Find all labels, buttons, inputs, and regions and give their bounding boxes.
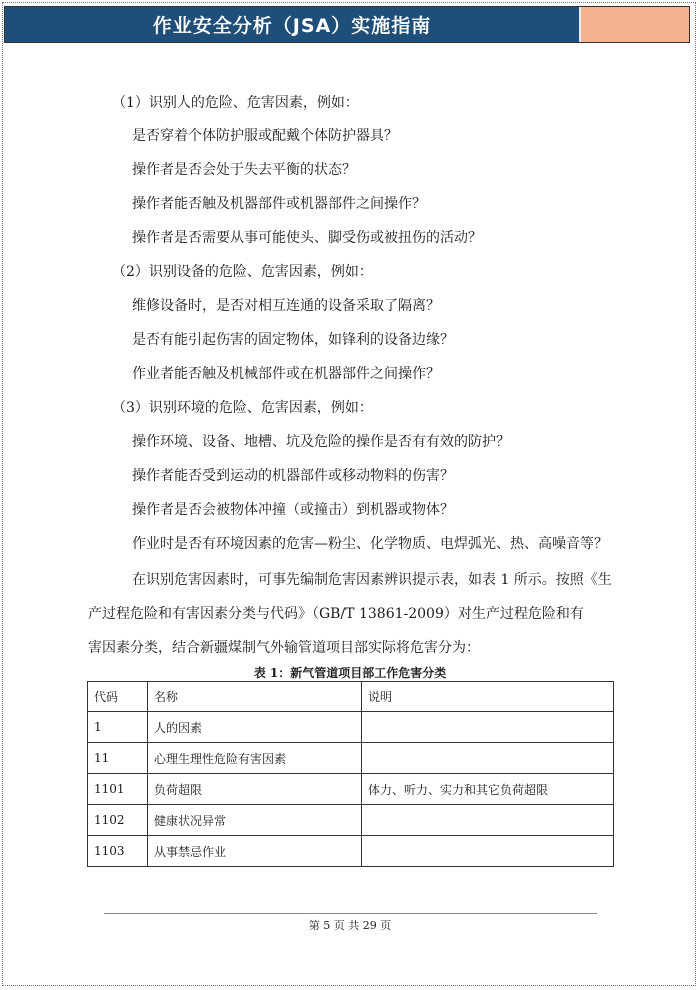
cell-description (362, 712, 614, 743)
list-item: 操作者能否触及机器部件或机器部件之间操作？ (132, 196, 426, 212)
cell-code: 1 (88, 712, 148, 743)
paragraph-line: 害因素分类，结合新疆煤制气外输管道项目部实际将危害分为： (88, 640, 480, 656)
list-item: 是否有能引起伤害的固定物体，如锋利的设备边缘？ (132, 332, 454, 348)
list-item: 操作者是否需要从事可能使头、脚受伤或被扭伤的活动？ (132, 230, 482, 246)
footer-divider (104, 913, 597, 914)
list-item: 操作者能否受到运动的机器部件或移动物料的伤害？ (132, 468, 454, 484)
cell-description (362, 805, 614, 836)
list-item: 操作环境、设备、地槽、坑及危险的操作是否有有效的防护？ (132, 434, 510, 450)
table-row (88, 805, 614, 836)
table-header-row (88, 682, 614, 712)
section-heading-equipment: （2）识别设备的危险、危害因素，例如： (112, 264, 373, 280)
cell-description (362, 836, 614, 867)
column-header-name: 名称 (148, 682, 362, 712)
section-heading-human: （1）识别人的危险、危害因素，例如： (112, 95, 359, 111)
column-header-description: 说明 (362, 682, 614, 712)
section-heading-environment: （3）识别环境的危险、危害因素，例如： (112, 400, 373, 416)
list-item: 作业者能否触及机械部件或在机器部件之间操作？ (132, 366, 440, 382)
document-header (4, 6, 690, 43)
column-header-code: 代码 (88, 682, 148, 712)
list-item: 维修设备时，是否对相互连通的设备采取了隔离？ (132, 298, 440, 314)
page-number: 第 5 页 共 29 页 (308, 919, 392, 932)
paragraph-line: 在识别危害因素时，可事先编制危害因素辨识提示表，如表 1 所示。按照《生 (132, 572, 612, 588)
table-row (88, 743, 614, 774)
paragraph-line: 产过程危险和有害因素分类与代码》（GB/T 13861-2009）对生产过程危险和有 (88, 606, 584, 622)
cell-code: 1102 (88, 805, 148, 836)
cell-name: 从事禁忌作业 (148, 836, 362, 867)
table-row (88, 836, 614, 867)
cell-description (362, 743, 614, 774)
table-caption: 表 1：新气管道项目部工作危害分类 (253, 666, 447, 680)
cell-description: 体力、听力、实力和其它负荷超限 (362, 774, 614, 805)
list-item: 是否穿着个体防护服或配戴个体防护器具？ (132, 128, 398, 144)
hazard-classification-table (87, 681, 614, 867)
table-row (88, 774, 614, 805)
cell-name: 健康状况异常 (148, 805, 362, 836)
table-row (88, 712, 614, 743)
list-item: 操作者是否会处于失去平衡的状态？ (132, 162, 356, 178)
header-title: 作业安全分析（JSA）实施指南 (5, 7, 581, 42)
cell-name: 人的因素 (148, 712, 362, 743)
list-item: 作业时是否有环境因素的危害—粉尘、化学物质、电焊弧光、热、高噪音等？ (132, 536, 608, 552)
cell-name: 心理生理性危险有害因素 (148, 743, 362, 774)
list-item: 操作者是否会被物体冲撞（或撞击）到机器或物体？ (132, 502, 454, 518)
cell-name: 负荷超限 (148, 774, 362, 805)
cell-code: 1101 (88, 774, 148, 805)
cell-code: 1103 (88, 836, 148, 867)
cell-code: 11 (88, 743, 148, 774)
header-accent-block (581, 7, 689, 42)
